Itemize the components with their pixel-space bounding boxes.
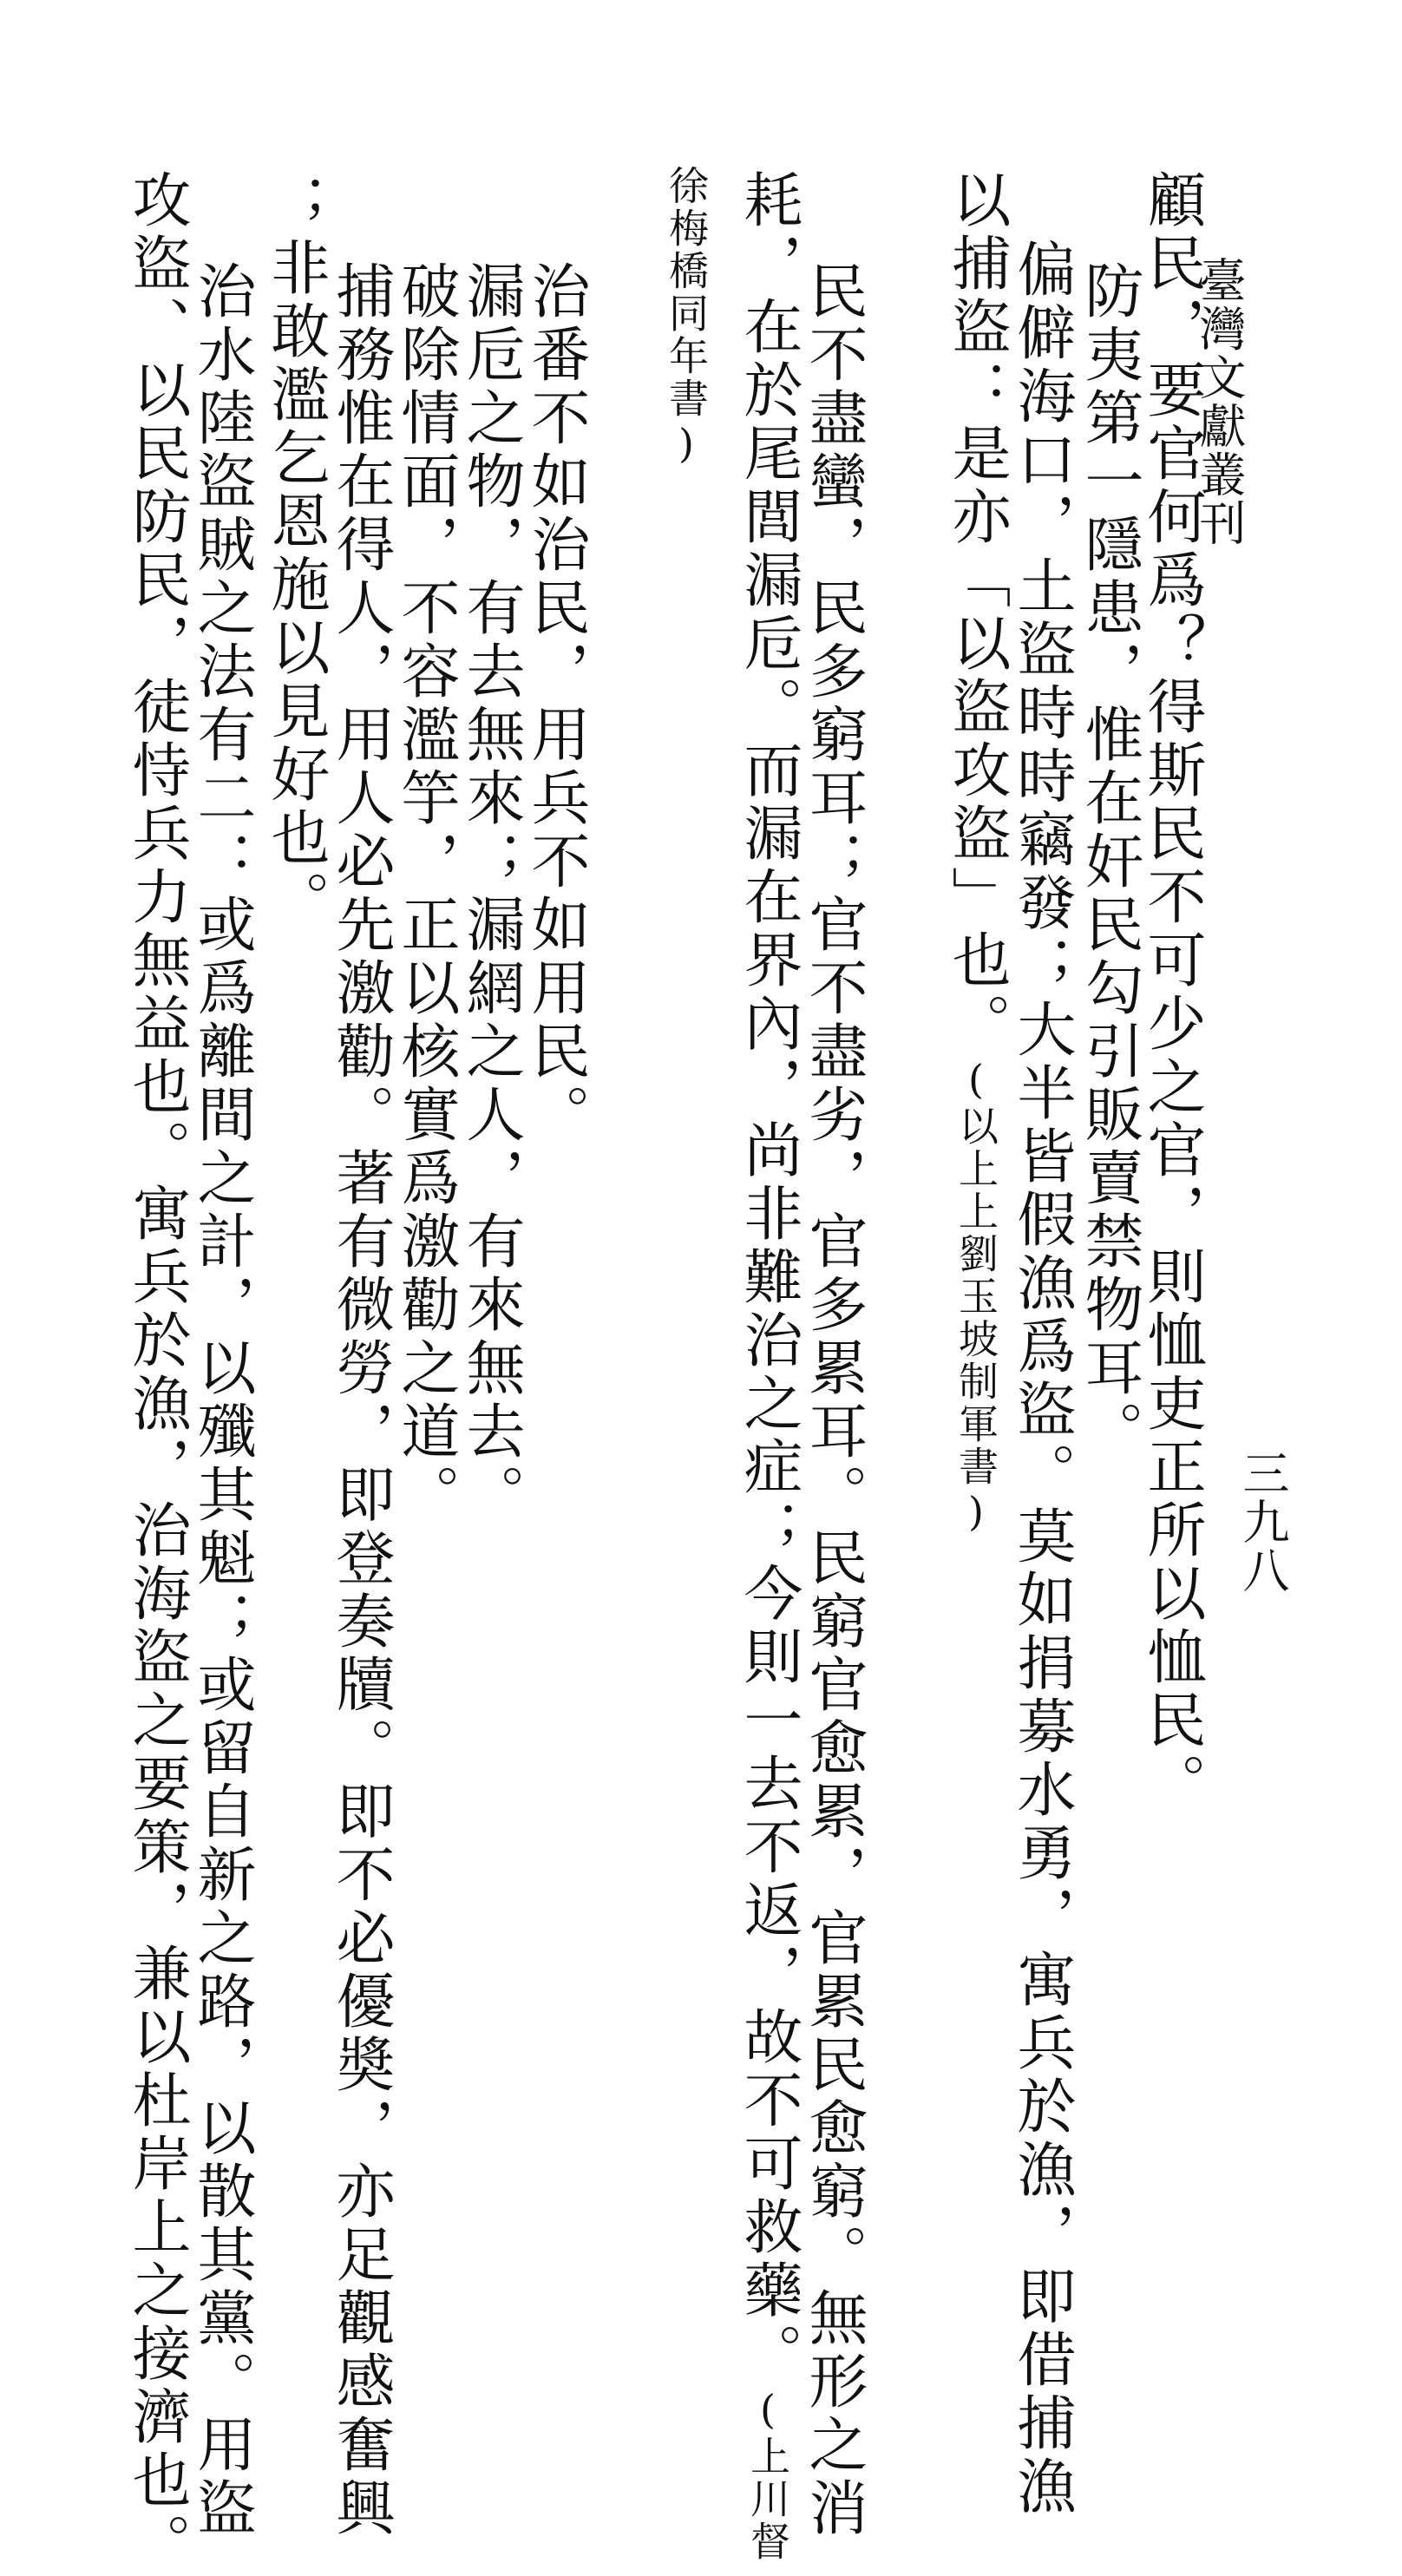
citation-note: 徐梅橋同年書)	[663, 165, 710, 469]
column-text: 治番不如治民，用兵不如用民。	[521, 260, 590, 1147]
column-text: 民不盡蠻，民多窮耳；官不盡劣，官多累耳。民窮官愈累，官累民愈窮。無形之消	[799, 260, 868, 2540]
text-column-7	[663, 165, 710, 469]
text-column-2	[1075, 260, 1143, 1464]
text-column-4	[942, 169, 1011, 1537]
text-column-11	[326, 260, 395, 2540]
text-column-14	[122, 169, 191, 2576]
column-text: 顧民，要官何爲？得斯民不可少之官，則恤吏正所以恤民。	[1137, 169, 1206, 1816]
column-text: 漏卮之物，有去無來；漏網之人，有來無去。	[456, 260, 525, 1527]
column-text: 耗，在於尾閭漏卮。而漏在界內，尚非難治之症；今則一去不返，故不可救藥。	[734, 169, 803, 2386]
page-number: 三九八	[1235, 1449, 1290, 1595]
text-column-10	[391, 260, 460, 1527]
text-column-13	[187, 260, 256, 2540]
column-text: 以捕盜：是亦「以盜攻盜」也。	[942, 169, 1011, 1056]
column-text: ；非敢濫乞恩施以見好也。	[261, 174, 330, 934]
column-text: 攻盜、以民防民，徒恃兵力無益也。寓兵於漁，治海盜之要策，兼以杜岸上之接濟也。	[122, 169, 191, 2576]
text-column-1	[1137, 169, 1206, 1816]
text-column-5	[799, 260, 868, 2540]
text-column-6	[734, 169, 803, 2563]
citation-note: (上川督	[744, 2386, 791, 2563]
citation-note: (以上上劉玉坡制軍書)	[953, 1056, 999, 1537]
column-text: 偏僻海口，土盜時時竊發；大半皆假漁爲盜。莫如捐募水勇，寓兵於漁，即借捕漁	[1007, 239, 1076, 2519]
column-text: 破除情面，不容濫竽，正以核實爲激勸之道。	[391, 260, 460, 1527]
column-text: 防夷第一隱患，惟在奸民勾引販賣禁物耳。	[1075, 260, 1143, 1464]
text-column-9	[456, 260, 525, 1527]
column-text: 捕務惟在得人，用人必先激勸。著有微勞，即登奏牘。即不必優奬，亦足觀感奮興	[326, 260, 395, 2540]
text-column-8	[521, 260, 590, 1147]
text-column-12	[261, 174, 330, 934]
text-column-3	[1007, 239, 1076, 2519]
running-header-title: 臺灣文獻叢刊	[1192, 256, 1247, 547]
column-text: 治水陸盜賊之法有二：或爲離間之計，以殲其魁；或留自新之路，以散其黨。用盜	[187, 260, 256, 2540]
